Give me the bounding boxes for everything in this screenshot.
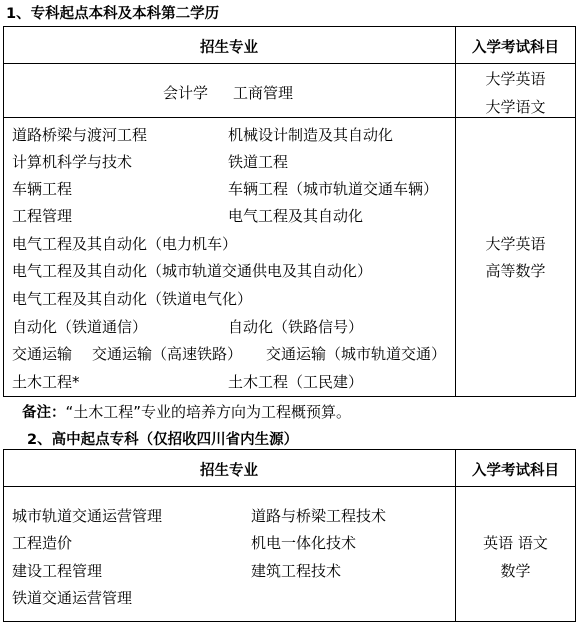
exam-section2-line2: 数学 (500, 562, 531, 580)
section2-header-exam: 入学考试科目 (472, 463, 559, 479)
section1-heading: 1、专科起点本科及本科第二学历 (6, 6, 220, 22)
major-item: 建筑工程技术 (251, 562, 342, 580)
major-item: 电气工程及其自动化（城市轨道交通供电及其自动化） (12, 262, 373, 280)
section2-heading: 2、高中起点专科（仅招收四川省内生源） (27, 432, 299, 448)
major-item: 电气工程及其自动化（铁道电气化） (12, 290, 253, 308)
section1-header-divider (3, 63, 576, 64)
major-item: 机械设计制造及其自动化 (228, 126, 394, 144)
major-item: 车辆工程 (12, 180, 73, 198)
major-item: 机电一体化技术 (251, 534, 357, 552)
section1-header-exam: 入学考试科目 (472, 40, 559, 56)
exam-group2-line1: 大学英语 (485, 235, 546, 253)
major-item: 交通运输（城市轨道交通） (266, 345, 447, 363)
major-item: 建设工程管理 (12, 562, 103, 580)
exam-section2-line1: 英语 语文 (483, 534, 548, 552)
major-item: 工程管理 (12, 207, 73, 225)
note-label: 备注： (22, 405, 66, 421)
major-item: 道路桥梁与渡河工程 (12, 126, 148, 144)
major-item: 交通运输 (12, 345, 73, 363)
exam-group1-line2: 大学语文 (485, 98, 546, 116)
major-item: 电气工程及其自动化（电力机车） (12, 235, 238, 253)
section1-group-divider (3, 117, 576, 118)
major-item: 铁道工程 (228, 153, 289, 171)
major-item: 土木工程* (12, 373, 80, 391)
major-item: 城市轨道交通运营管理 (12, 507, 163, 525)
exam-group2-line2: 高等数学 (485, 262, 546, 280)
major-item: 电气工程及其自动化 (228, 207, 364, 225)
major-item: 自动化（铁路信号） (228, 318, 364, 336)
major-item: 自动化（铁道通信） (12, 318, 148, 336)
section2-header-divider (3, 486, 576, 487)
major-item: 计算机科学与技术 (12, 153, 133, 171)
note-text: “土木工程”专业的培养方向为工程概预算。 (65, 403, 352, 421)
major-item: 铁道交通运营管理 (12, 589, 133, 607)
section1-header-major: 招生专业 (200, 40, 258, 56)
major-item: 车辆工程（城市轨道交通车辆） (228, 180, 439, 198)
major-item: 道路与桥梁工程技术 (251, 507, 387, 525)
major-item: 土木工程（工民建） (228, 373, 364, 391)
exam-group1-line1: 大学英语 (485, 70, 546, 88)
note (22, 401, 351, 422)
major-kuaijixue: 会计学 (163, 84, 209, 102)
major-gongshang-guanli: 工商管理 (233, 84, 294, 102)
major-item: 工程造价 (12, 534, 73, 552)
section2-header-major: 招生专业 (200, 463, 258, 479)
major-item: 交通运输（高速铁路） (92, 345, 243, 363)
